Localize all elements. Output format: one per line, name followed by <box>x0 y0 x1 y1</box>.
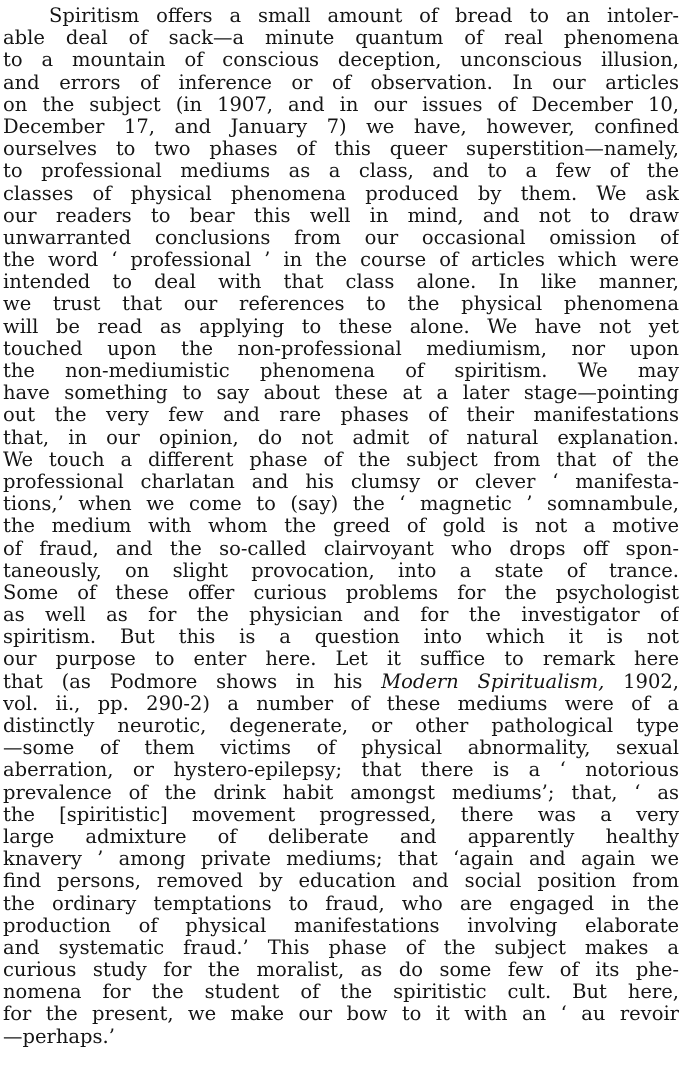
text-line-with-book-title <box>3 671 679 693</box>
text-line: professional charlatan and his clumsy or clever ‘ manifesta- <box>3 470 679 493</box>
text-line: Spiritism offers a small amount of bread to an intoler- <box>49 5 679 27</box>
text-segment: that (as Podmore shows in his <box>3 670 382 693</box>
text-line: nomena for the student of the spiritistic cult. But here, <box>3 981 679 1004</box>
text-line: and systematic fraud.’ This phase of the subject makes a <box>3 936 679 959</box>
text-line: the ordinary temptations to fraud, who are engaged in the <box>3 892 679 915</box>
text-line: our readers to bear this well in mind, and not to draw <box>3 204 679 227</box>
text-line: have something to say about these at a later stage—pointing <box>3 382 679 405</box>
text-line: the medium with whom the greed of gold is not a motive <box>3 515 679 538</box>
text-line: for the present, we make our bow to it with an ‘ au revoir <box>3 1003 679 1026</box>
text-line: on the subject (in 1907, and in our issues of December 10, <box>3 93 679 116</box>
text-line: touched upon the non-professional mediumism, nor upon <box>3 337 679 360</box>
text-line: that, in our opinion, do not admit of natural explanation. <box>3 426 679 449</box>
text-line: as well as for the physician and for the investigator of <box>3 604 679 627</box>
text-line: aberration, or hystero-epilepsy; that there is a ‘ notorious <box>3 759 679 782</box>
text-line: ourselves to two phases of this queer superstition—namely, <box>3 138 679 161</box>
text-line: distinctly neurotic, degenerate, or other pathological type <box>3 715 679 737</box>
text-line: and errors of inference or of observation. In our articles <box>3 71 679 94</box>
text-line: to professional mediums as a class, and to a few of the <box>3 160 679 183</box>
text-line: of fraud, and the so-called clairvoyant who drops off spon- <box>3 537 679 560</box>
text-line: the word ‘ professional ’ in the course of articles which were <box>3 249 679 272</box>
text-line: we trust that our references to the physical phenomena <box>3 293 679 316</box>
text-line: classes of physical phenomena produced by them. We ask <box>3 182 679 205</box>
text-line: the [spiritistic] movement progressed, there was a very <box>3 803 679 826</box>
text-line: Some of these offer curious problems for the psychologist <box>3 581 679 604</box>
text-line: large admixture of deliberate and apparently healthy <box>3 825 679 848</box>
text-line: We touch a different phase of the subject from that of the <box>3 448 679 471</box>
text-line: intended to deal with that class alone. In like manner, <box>3 271 679 294</box>
text-line: —some of them victims of physical abnormality, sexual <box>3 737 679 760</box>
text-segment: 1902, <box>604 670 679 693</box>
text-line: out the very few and rare phases of their manifestations <box>3 404 679 427</box>
text-line: will be read as applying to these alone. We have not yet <box>3 315 679 338</box>
text-line: spiritism. But this is a question into which it is not <box>3 626 679 649</box>
text-line: knavery ’ among private mediums; that ‘again and again we <box>3 848 679 871</box>
text-line: find persons, removed by education and social position from <box>3 870 679 893</box>
book-title: Modern Spiritualism, <box>381 670 605 693</box>
text-line: vol. ii., pp. 290-2) a number of these mediums were of a <box>3 692 679 715</box>
text-line: taneously, on slight provocation, into a state of trance. <box>3 559 679 582</box>
text-line: our purpose to enter here. Let it suffice to remark here <box>3 648 679 671</box>
article-text <box>3 5 679 1048</box>
text-line: to a mountain of conscious deception, unconscious illusion, <box>3 49 679 72</box>
text-line: production of physical manifestations involving elaborate <box>3 914 679 937</box>
text-line-last: —perhaps.’ <box>3 1025 115 1048</box>
text-line: unwarranted conclusions from our occasional omission of <box>3 226 679 249</box>
text-line: able deal of sack—a minute quantum of real phenomena <box>3 27 679 50</box>
text-line: the non-mediumistic phenomena of spiritism. We may <box>3 360 679 382</box>
text-line: tions,’ when we come to (say) the ‘ magnetic ’ somnambule, <box>3 493 679 516</box>
text-line: prevalence of the drink habit amongst mediums’; that, ‘ as <box>3 781 679 804</box>
text-line: December 17, and January 7) we have, however, confined <box>3 115 679 138</box>
text-line: curious study for the moralist, as do some few of its phe- <box>3 959 679 982</box>
